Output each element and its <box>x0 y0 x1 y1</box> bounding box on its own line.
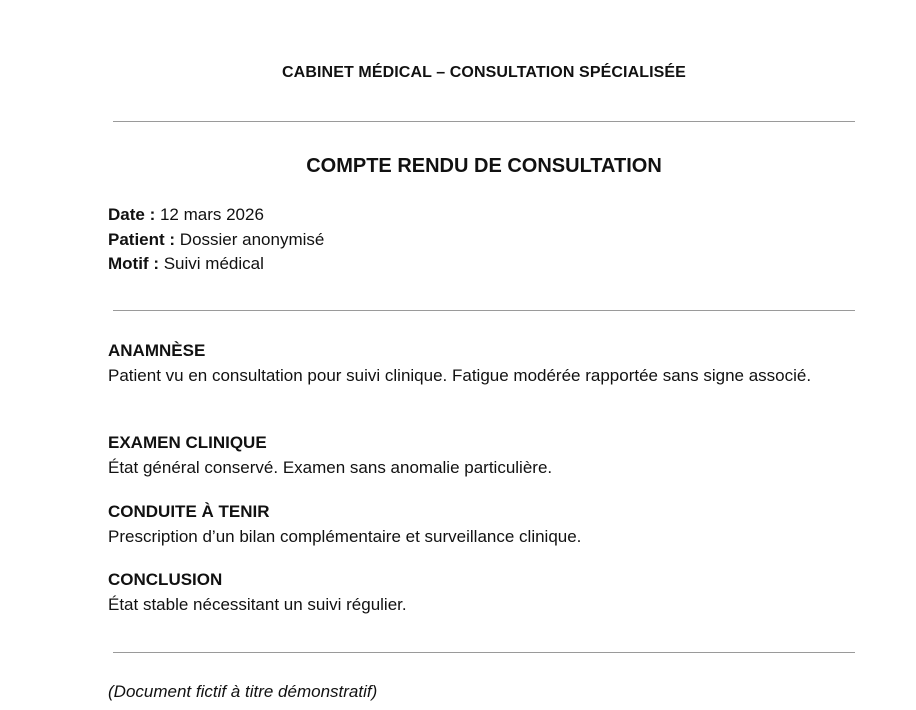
divider-bottom <box>113 652 855 653</box>
reason-label: Motif : <box>108 254 159 273</box>
date-value: 12 mars 2026 <box>159 205 264 224</box>
section-text: État général conservé. Examen sans anomalie particulière. <box>108 457 553 477</box>
section-title: CONDUITE À TENIR <box>108 502 270 521</box>
patient-line <box>108 228 324 253</box>
section-title: ANAMNÈSE <box>108 341 206 360</box>
section-plan <box>108 500 828 549</box>
section-text: Prescription d’un bilan complémentaire et surveillance clinique. <box>108 526 582 546</box>
report-metadata <box>108 203 324 277</box>
divider-top <box>113 121 855 122</box>
section-anamnesis <box>108 339 828 388</box>
patient-value: Dossier anonymisé <box>179 229 325 249</box>
patient-label: Patient : <box>108 229 176 249</box>
office-header: CABINET MÉDICAL – CONSULTATION SPÉCIALISÉE <box>282 64 686 81</box>
section-title: EXAMEN CLINIQUE <box>108 433 267 452</box>
section-conclusion <box>108 568 828 617</box>
divider-middle <box>113 310 855 311</box>
report-title: COMPTE RENDU DE CONSULTATION <box>306 155 662 177</box>
section-clinical-exam <box>108 431 828 480</box>
section-text: État stable nécessitant un suivi régulier. <box>108 594 407 614</box>
section-title: CONCLUSION <box>108 570 223 589</box>
section-text: Patient vu en consultation pour suivi clinique. Fatigue modérée rapportée sans signe associé. <box>108 365 812 385</box>
footer-note: (Document fictif à titre démonstratif) <box>108 682 378 701</box>
reason-value: Suivi médical <box>163 254 264 273</box>
date-label: Date : <box>108 205 156 224</box>
date-line <box>108 203 324 228</box>
reason-line <box>108 252 324 277</box>
